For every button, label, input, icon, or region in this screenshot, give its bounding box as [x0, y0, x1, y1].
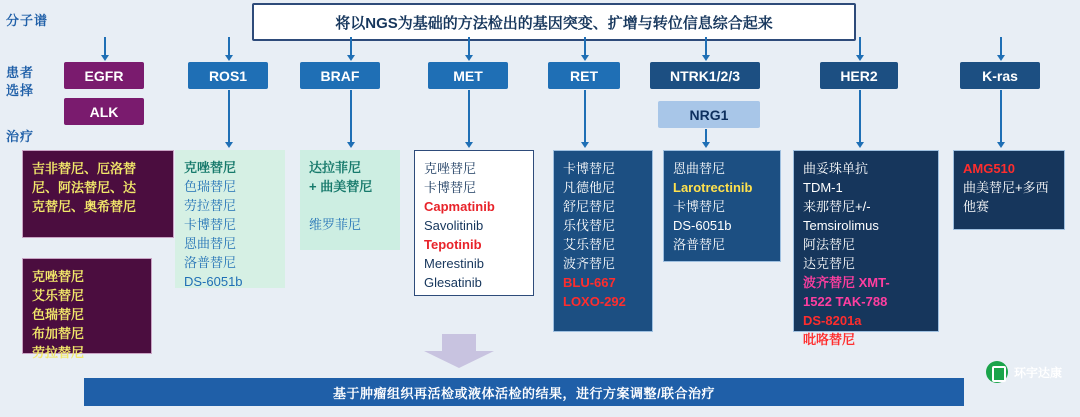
card-line: Glesatinib	[424, 275, 482, 290]
label-treatment: 治疗	[6, 129, 35, 144]
met-card	[414, 150, 534, 296]
card-line: 吡咯替尼	[803, 332, 856, 347]
connector-top-0-arrow	[101, 55, 109, 61]
connector-top-1-arrow	[225, 55, 233, 61]
connector-top-0	[104, 37, 106, 55]
gene-box-met[interactable]: MET	[428, 62, 508, 89]
card-line: 吉非替尼、厄洛替	[32, 161, 137, 176]
card-line: 克唑替尼	[184, 160, 237, 175]
connector-top-6	[859, 37, 861, 55]
watermark	[986, 361, 1062, 383]
gene-box-k-ras[interactable]: K-ras	[960, 62, 1040, 89]
connector-down-0	[228, 90, 230, 142]
gene-box-her2[interactable]: HER2	[820, 62, 898, 89]
connector-down-4	[705, 129, 707, 142]
card-line: 卡博替尼	[424, 180, 477, 195]
watermark-label: 环宇达康	[1013, 365, 1062, 380]
ntrk-card	[663, 150, 781, 262]
card-line: Temsirolimus	[803, 218, 879, 233]
card-line	[309, 196, 391, 215]
card-line: 克唑替尼	[424, 161, 477, 176]
card-line: 达克替尼	[803, 256, 856, 271]
card-line: Savolitinib	[424, 218, 484, 233]
connector-down-6-arrow	[997, 142, 1005, 148]
kras-card	[953, 150, 1065, 230]
card-line: DS-6051b	[673, 218, 732, 233]
label-molecular-profile: 分子谱	[6, 13, 49, 28]
card-line: 波齐替尼 XMT-	[803, 275, 890, 290]
card-line: 曲妥珠单抗	[803, 161, 869, 176]
card-line: 乐伐替尼	[563, 218, 616, 233]
connector-top-2	[350, 37, 352, 55]
card-line: 舒尼替尼	[563, 199, 616, 214]
connector-down-3	[584, 90, 586, 142]
gene-box-ret[interactable]: RET	[548, 62, 620, 89]
braf-card	[300, 150, 400, 250]
card-line: 凡德他尼	[563, 180, 616, 195]
card-line: 劳拉替尼	[184, 198, 237, 213]
gene-box-braf[interactable]: BRAF	[300, 62, 380, 89]
card-line: 曲美替尼+多西	[963, 180, 1049, 195]
connector-top-5	[705, 37, 707, 55]
connector-top-7	[1000, 37, 1002, 55]
card-line: DS-8201a	[803, 313, 862, 328]
card-line: 来那替尼+/-	[803, 199, 871, 214]
card-line: TDM-1	[803, 180, 843, 195]
gene-box-ntrk1-2-3[interactable]: NTRK1/2/3	[650, 62, 760, 89]
connector-down-1	[350, 90, 352, 142]
card-line: 布加替尼	[32, 326, 85, 341]
label-patient-selection-line1: 患者	[6, 65, 35, 80]
connector-down-2	[468, 90, 470, 142]
card-line: LOXO-292	[563, 294, 626, 309]
card-line: 波齐替尼	[563, 256, 616, 271]
card-line: 1522 TAK-788	[803, 294, 888, 309]
card-line: 阿法替尼	[803, 237, 856, 252]
connector-down-0-arrow	[225, 142, 233, 148]
connector-down-1-arrow	[347, 142, 355, 148]
connector-down-4-arrow	[702, 142, 710, 148]
card-line: 洛普替尼	[184, 255, 237, 270]
card-line: 洛普替尼	[673, 237, 726, 252]
connector-down-2-arrow	[465, 142, 473, 148]
card-line: AMG510	[963, 161, 1016, 176]
card-line: 艾乐替尼	[32, 288, 85, 303]
gene-box-ros1[interactable]: ROS1	[188, 62, 268, 89]
connector-top-5-arrow	[702, 55, 710, 61]
card-line: + 曲美替尼	[309, 179, 373, 194]
card-line: 恩曲替尼	[673, 161, 726, 176]
connector-down-5-arrow	[856, 142, 864, 148]
card-line: 克唑替尼	[32, 269, 85, 284]
bottom-banner: 基于肿瘤组织再活检或液体活检的结果，进行方案调整/联合治疗	[84, 378, 964, 406]
connector-top-2-arrow	[347, 55, 355, 61]
wechat-icon	[986, 361, 1008, 383]
card-line: 尼、阿法替尼、达	[32, 180, 137, 195]
card-line: 劳拉替尼	[32, 345, 85, 360]
ros1-card	[175, 150, 285, 288]
card-line: 克替尼、奥希替尼	[32, 199, 137, 214]
egfr-card	[22, 150, 174, 238]
connector-top-6-arrow	[856, 55, 864, 61]
gene-box-nrg1[interactable]: NRG1	[658, 101, 760, 128]
card-line: 恩曲替尼	[184, 236, 237, 251]
connector-down-6	[1000, 90, 1002, 142]
connector-top-3	[468, 37, 470, 55]
card-line: 卡博替尼	[563, 161, 616, 176]
her2-card	[793, 150, 939, 347]
connector-top-4	[584, 37, 586, 55]
down-arrow-icon	[424, 334, 494, 368]
ret-card	[553, 150, 653, 332]
connector-down-3-arrow	[581, 142, 589, 148]
card-line: 达拉菲尼	[309, 160, 362, 175]
card-line: Larotrectinib	[673, 180, 753, 195]
connector-top-1	[228, 37, 230, 55]
top-banner: 将以NGS为基础的方法检出的基因突变、扩增与转位信息综合起来	[252, 3, 856, 41]
card-line: 他赛	[963, 199, 990, 214]
card-line: 卡博替尼	[184, 217, 237, 232]
card-line: Merestinib	[424, 256, 484, 271]
card-line: 色瑞替尼	[184, 179, 237, 194]
card-line: 艾乐替尼	[563, 237, 616, 252]
card-line: 卡博替尼	[673, 199, 726, 214]
connector-down-5	[859, 90, 861, 142]
connector-top-4-arrow	[581, 55, 589, 61]
card-line: 色瑞替尼	[32, 307, 85, 322]
card-line: 维罗菲尼	[309, 217, 362, 232]
card-line: Capmatinib	[424, 199, 495, 214]
label-patient-selection-line2: 选择	[6, 83, 35, 98]
alk-card	[22, 258, 152, 360]
card-line: Tepotinib	[424, 237, 482, 252]
card-line: DS-6051b	[184, 274, 243, 289]
card-line: BLU-667	[563, 275, 616, 290]
connector-top-3-arrow	[465, 55, 473, 61]
gene-box-alk[interactable]: ALK	[64, 98, 144, 125]
gene-box-egfr[interactable]: EGFR	[64, 62, 144, 89]
connector-top-7-arrow	[997, 55, 1005, 61]
